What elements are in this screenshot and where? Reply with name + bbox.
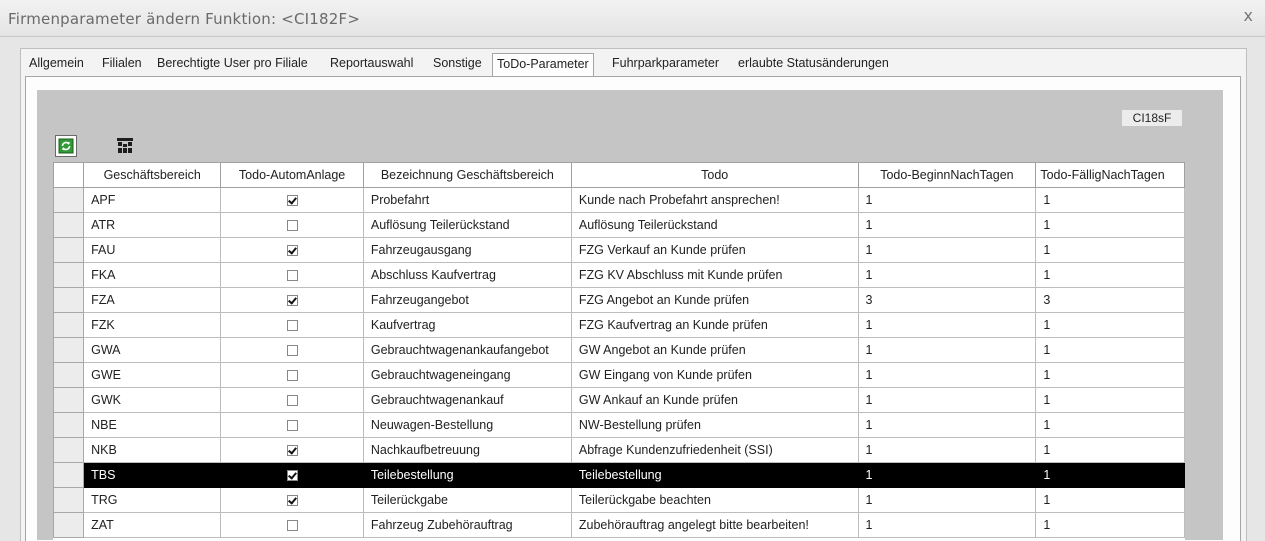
grid-layout-icon — [114, 135, 136, 157]
row-selector[interactable] — [54, 213, 84, 238]
cell-faellig-nach-tagen[interactable]: 1 — [1036, 338, 1185, 363]
cell-geschaeftsbereich[interactable]: NBE — [84, 413, 221, 438]
cell-beginn-nach-tagen[interactable]: 1 — [858, 363, 1036, 388]
cell-bezeichnung[interactable]: Gebrauchtwagenankaufangebot — [363, 338, 571, 363]
cell-todo[interactable]: FZG Kaufvertrag an Kunde prüfen — [571, 313, 858, 338]
tab-allgemein[interactable]: Allgemein — [29, 56, 84, 70]
table-row[interactable] — [54, 413, 1185, 438]
cell-bezeichnung[interactable]: Kaufvertrag — [363, 313, 571, 338]
table-row[interactable] — [54, 238, 1185, 263]
table-row[interactable] — [54, 363, 1185, 388]
cell-geschaeftsbereich[interactable]: ZAT — [84, 513, 221, 538]
cell-bezeichnung[interactable]: Fahrzeugausgang — [363, 238, 571, 263]
checkbox-unchecked[interactable] — [287, 420, 298, 431]
cell-faellig-nach-tagen[interactable]: 1 — [1036, 388, 1185, 413]
cell-todo[interactable]: FZG Verkauf an Kunde prüfen — [571, 238, 858, 263]
grid-header-row — [54, 163, 1185, 188]
cell-beginn-nach-tagen[interactable]: 1 — [858, 413, 1036, 438]
row-selector[interactable] — [54, 288, 84, 313]
cell-bezeichnung[interactable]: Fahrzeugangebot — [363, 288, 571, 313]
cell-todo-autom-anlage — [221, 313, 364, 338]
cell-geschaeftsbereich[interactable]: APF — [84, 188, 221, 213]
cell-bezeichnung[interactable]: Gebrauchtwagenankauf — [363, 388, 571, 413]
table-row[interactable] — [54, 188, 1185, 213]
checkbox-checked[interactable] — [287, 295, 298, 306]
grid-table — [53, 162, 1185, 538]
cell-faellig-nach-tagen[interactable]: 1 — [1036, 488, 1185, 513]
cell-bezeichnung[interactable]: Neuwagen-Bestellung — [363, 413, 571, 438]
tab-reportauswahl[interactable]: Reportauswahl — [330, 56, 414, 70]
cell-todo-autom-anlage — [221, 513, 364, 538]
tab-fuhrparkparameter[interactable]: Fuhrparkparameter — [612, 56, 719, 70]
cell-todo-autom-anlage — [221, 488, 364, 513]
cell-bezeichnung[interactable]: Teilerückgabe — [363, 488, 571, 513]
cell-geschaeftsbereich[interactable]: ATR — [84, 213, 221, 238]
cell-todo-autom-anlage — [221, 238, 364, 263]
cell-geschaeftsbereich[interactable]: FKA — [84, 263, 221, 288]
header-row-selector — [54, 163, 84, 188]
checkbox-checked[interactable] — [287, 470, 298, 481]
refresh-icon — [56, 136, 76, 156]
refresh-button[interactable] — [55, 135, 77, 157]
form-id-label: CI18sF — [1122, 110, 1182, 126]
cell-faellig-nach-tagen[interactable]: 1 — [1036, 513, 1185, 538]
cell-todo-autom-anlage — [221, 413, 364, 438]
column-header-todo-autom-anlage[interactable]: Todo-AutomAnlage — [221, 163, 364, 188]
cell-todo-autom-anlage — [221, 363, 364, 388]
cell-faellig-nach-tagen[interactable]: 1 — [1036, 313, 1185, 338]
table-row[interactable] — [54, 213, 1185, 238]
column-header-geschaeftsbereich[interactable]: Geschäftsbereich — [84, 163, 221, 188]
cell-bezeichnung[interactable]: Gebrauchtwageneingang — [363, 363, 571, 388]
cell-todo-autom-anlage — [221, 388, 364, 413]
cell-faellig-nach-tagen[interactable]: 3 — [1036, 288, 1185, 313]
table-row[interactable] — [54, 438, 1185, 463]
row-selector[interactable] — [54, 188, 84, 213]
row-selector[interactable] — [54, 463, 84, 488]
cell-todo[interactable]: FZG Angebot an Kunde prüfen — [571, 288, 858, 313]
cell-faellig-nach-tagen[interactable]: 1 — [1036, 188, 1185, 213]
checkbox-unchecked[interactable] — [287, 345, 298, 356]
checkbox-checked[interactable] — [287, 445, 298, 456]
table-row[interactable] — [54, 513, 1185, 538]
row-selector[interactable] — [54, 413, 84, 438]
row-selector[interactable] — [54, 238, 84, 263]
cell-todo-autom-anlage — [221, 188, 364, 213]
cell-beginn-nach-tagen[interactable]: 1 — [858, 313, 1036, 338]
table-row[interactable] — [54, 463, 1185, 488]
row-selector[interactable] — [54, 363, 84, 388]
row-selector[interactable] — [54, 263, 84, 288]
checkbox-unchecked[interactable] — [287, 320, 298, 331]
tab-todo-parameter[interactable]: ToDo-Parameter — [492, 53, 594, 76]
row-selector[interactable] — [54, 513, 84, 538]
cell-geschaeftsbereich[interactable]: TRG — [84, 488, 221, 513]
table-row[interactable] — [54, 313, 1185, 338]
cell-todo[interactable]: FZG KV Abschluss mit Kunde prüfen — [571, 263, 858, 288]
checkbox-unchecked[interactable] — [287, 395, 298, 406]
cell-beginn-nach-tagen[interactable]: 1 — [858, 188, 1036, 213]
cell-todo-autom-anlage — [221, 213, 364, 238]
cell-todo[interactable]: NW-Bestellung prüfen — [571, 413, 858, 438]
close-icon[interactable]: x — [1243, 6, 1253, 25]
cell-geschaeftsbereich[interactable]: GWE — [84, 363, 221, 388]
table-row[interactable] — [54, 263, 1185, 288]
cell-bezeichnung[interactable]: Auflösung Teilerückstand — [363, 213, 571, 238]
cell-bezeichnung[interactable]: Fahrzeug Zubehörauftrag — [363, 513, 571, 538]
cell-faellig-nach-tagen[interactable]: 1 — [1036, 213, 1185, 238]
checkbox-unchecked[interactable] — [287, 220, 298, 231]
cell-todo[interactable]: Auflösung Teilerückstand — [571, 213, 858, 238]
row-selector[interactable] — [54, 388, 84, 413]
cell-beginn-nach-tagen[interactable]: 1 — [858, 238, 1036, 263]
cell-todo-autom-anlage — [221, 463, 364, 488]
title-bar — [0, 0, 1265, 37]
tab-filialen[interactable]: Filialen — [102, 56, 142, 70]
cell-geschaeftsbereich[interactable]: NKB — [84, 438, 221, 463]
cell-todo[interactable]: GW Ankauf an Kunde prüfen — [571, 388, 858, 413]
row-selector[interactable] — [54, 338, 84, 363]
cell-bezeichnung[interactable]: Nachkaufbetreuung — [363, 438, 571, 463]
cell-faellig-nach-tagen[interactable]: 1 — [1036, 363, 1185, 388]
row-selector[interactable] — [54, 438, 84, 463]
cell-geschaeftsbereich[interactable]: FZK — [84, 313, 221, 338]
cell-beginn-nach-tagen[interactable]: 1 — [858, 488, 1036, 513]
cell-todo-autom-anlage — [221, 338, 364, 363]
cell-beginn-nach-tagen[interactable]: 1 — [858, 438, 1036, 463]
cell-bezeichnung[interactable]: Teilebestellung — [363, 463, 571, 488]
column-header-beginn-nach-tagen[interactable]: Todo-BeginnNachTagen — [858, 163, 1036, 188]
todo-grid[interactable] — [53, 162, 1185, 540]
cell-beginn-nach-tagen[interactable]: 1 — [858, 463, 1036, 488]
column-header-bezeichnung[interactable]: Bezeichnung Geschäftsbereich — [363, 163, 571, 188]
column-header-todo[interactable]: Todo — [571, 163, 858, 188]
row-selector[interactable] — [54, 488, 84, 513]
cell-faellig-nach-tagen[interactable]: 1 — [1036, 238, 1185, 263]
table-row[interactable] — [54, 288, 1185, 313]
cell-faellig-nach-tagen[interactable]: 1 — [1036, 413, 1185, 438]
checkbox-unchecked[interactable] — [287, 520, 298, 531]
row-selector[interactable] — [54, 313, 84, 338]
cell-faellig-nach-tagen[interactable]: 1 — [1036, 438, 1185, 463]
tab-sonstige[interactable]: Sonstige — [433, 56, 482, 70]
cell-todo[interactable]: GW Eingang von Kunde prüfen — [571, 363, 858, 388]
checkbox-unchecked[interactable] — [287, 370, 298, 381]
checkbox-checked[interactable] — [287, 495, 298, 506]
grid-layout-button[interactable] — [114, 135, 136, 157]
window-title: Firmenparameter ändern Funktion: <CI182F> — [8, 10, 361, 28]
cell-beginn-nach-tagen[interactable]: 1 — [858, 388, 1036, 413]
table-row[interactable] — [54, 388, 1185, 413]
table-row[interactable] — [54, 338, 1185, 363]
cell-geschaeftsbereich[interactable]: FAU — [84, 238, 221, 263]
checkbox-unchecked[interactable] — [287, 270, 298, 281]
cell-todo-autom-anlage — [221, 288, 364, 313]
cell-todo-autom-anlage — [221, 263, 364, 288]
cell-bezeichnung[interactable]: Abschluss Kaufvertrag — [363, 263, 571, 288]
cell-geschaeftsbereich[interactable]: GWA — [84, 338, 221, 363]
cell-geschaeftsbereich[interactable]: FZA — [84, 288, 221, 313]
tab-erlaubte-statusaenderungen[interactable]: erlaubte Statusänderungen — [738, 56, 889, 70]
cell-faellig-nach-tagen[interactable]: 1 — [1036, 463, 1185, 488]
tab-berechtigte-user[interactable]: Berechtigte User pro Filiale — [157, 56, 308, 70]
cell-todo[interactable]: Kunde nach Probefahrt ansprechen! — [571, 188, 858, 213]
checkbox-checked[interactable] — [287, 245, 298, 256]
cell-beginn-nach-tagen[interactable]: 1 — [858, 213, 1036, 238]
checkbox-checked[interactable] — [287, 195, 298, 206]
table-row[interactable] — [54, 488, 1185, 513]
cell-bezeichnung[interactable]: Probefahrt — [363, 188, 571, 213]
cell-todo-autom-anlage — [221, 438, 364, 463]
cell-todo[interactable]: Abfrage Kundenzufriedenheit (SSI) — [571, 438, 858, 463]
cell-beginn-nach-tagen[interactable]: 1 — [858, 263, 1036, 288]
cell-faellig-nach-tagen[interactable]: 1 — [1036, 263, 1185, 288]
cell-beginn-nach-tagen[interactable]: 1 — [858, 513, 1036, 538]
cell-beginn-nach-tagen[interactable]: 1 — [858, 338, 1036, 363]
cell-todo[interactable]: Teilebestellung — [571, 463, 858, 488]
column-header-faellig-nach-tagen[interactable]: Todo-FälligNachTagen — [1036, 163, 1185, 188]
cell-geschaeftsbereich[interactable]: GWK — [84, 388, 221, 413]
cell-todo[interactable]: GW Angebot an Kunde prüfen — [571, 338, 858, 363]
cell-todo[interactable]: Zubehörauftrag angelegt bitte bearbeiten! — [571, 513, 858, 538]
cell-todo[interactable]: Teilerückgabe beachten — [571, 488, 858, 513]
cell-beginn-nach-tagen[interactable]: 3 — [858, 288, 1036, 313]
cell-geschaeftsbereich[interactable]: TBS — [84, 463, 221, 488]
